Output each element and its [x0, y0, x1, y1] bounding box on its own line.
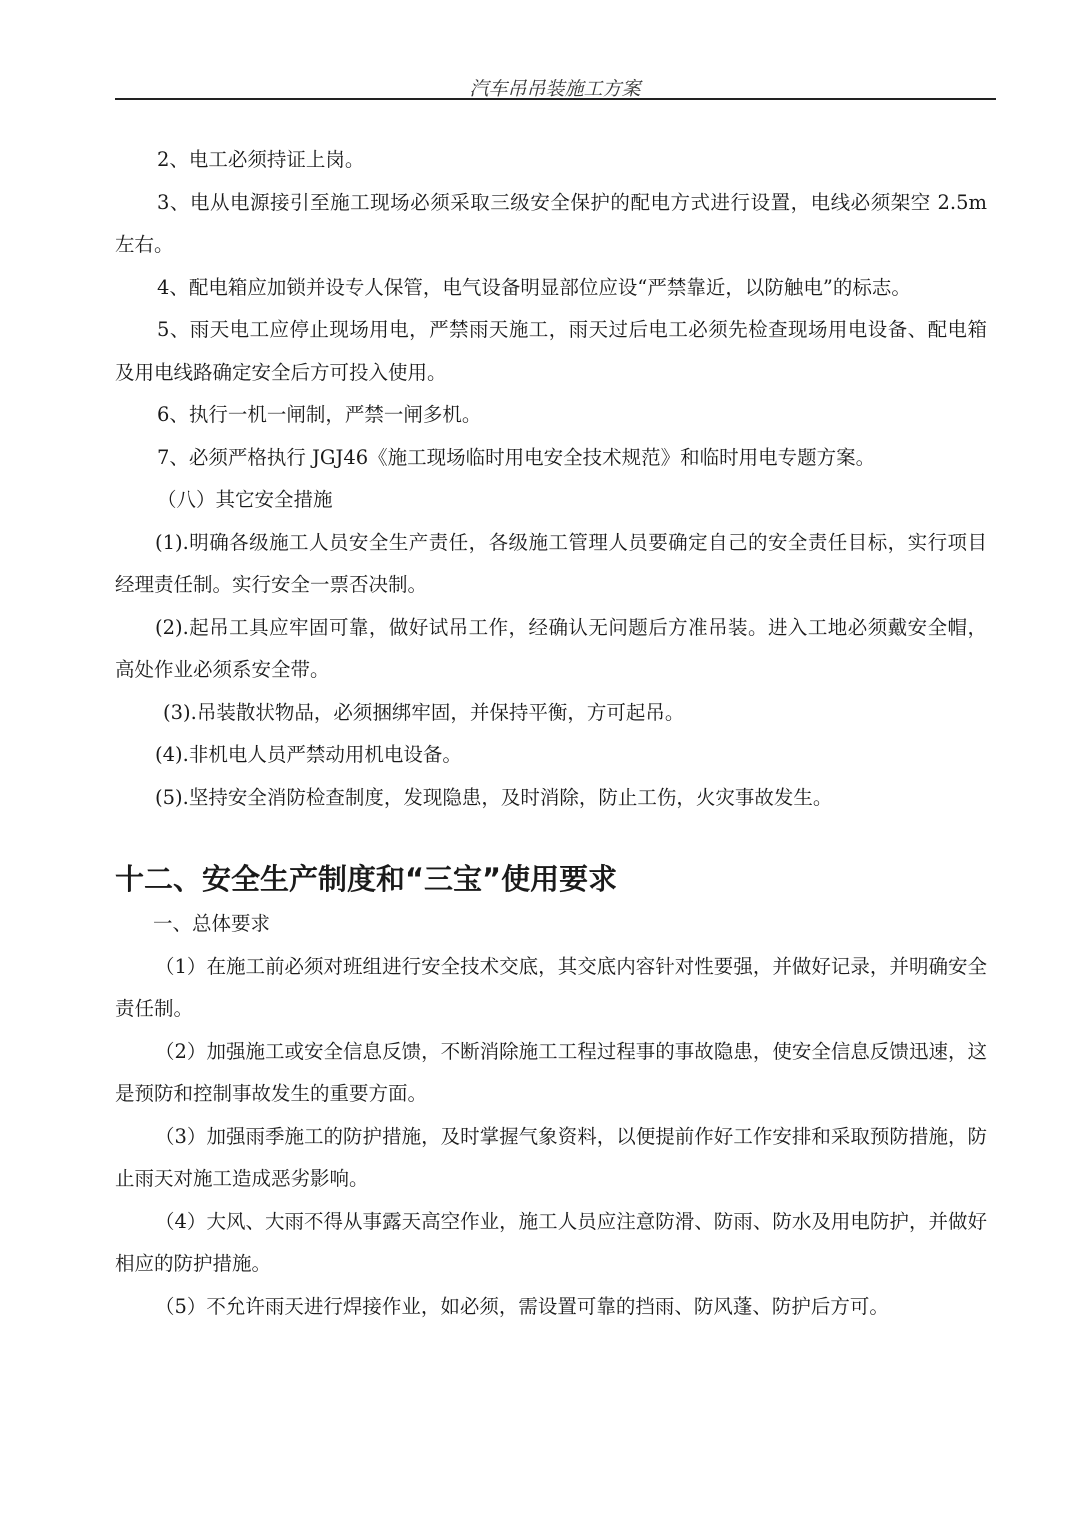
measure-item: (4).非机电人员严禁动用机电设备。 [155, 743, 462, 766]
paragraph: 4、配电箱应加锁并设专人保管，电气设备明显部位应设“严禁靠近，以防触电”的标志。 [157, 275, 911, 299]
requirement-item: （5）不允许雨天进行焊接作业，如必须，需设置可靠的挡雨、防风蓬、防护后方可。 [155, 1294, 889, 1318]
sub-heading: 一、总体要求 [153, 912, 271, 935]
section-heading: 十二、安全生产制度和“三宝”使用要求 [115, 862, 618, 896]
requirement-item: （2）加强施工或安全信息反馈，不断消除施工工程过程事的事故隐患，使安全信息反馈迅速，这是预防和控制事故发生的重要方面。 [115, 1039, 987, 1105]
paragraph: 2、电工必须持证上岗。 [157, 148, 365, 171]
requirement-item: （1）在施工前必须对班组进行安全技术交底，其交底内容针对性要强，并做好记录，并明确安全责任制。 [115, 954, 987, 1020]
paragraph: 7、必须严格执行 JGJ46《施工现场临时用电安全技术规范》和临时用电专题方案。 [157, 445, 876, 469]
measure-item: (3).吊装散状物品，必须捆绑牢固，并保持平衡，方可起吊。 [163, 700, 685, 724]
measure-item: (1).明确各级施工人员安全生产责任，各级施工管理人员要确定自己的安全责任目标，实行项目经理责任制。实行安全一票否决制。 [115, 530, 987, 596]
paragraph: 5、雨天电工应停止现场用电，严禁雨天施工，雨天过后电工必须先检查现场用电设备、配电箱及用电线路确定安全后方可投入使用。 [115, 318, 987, 384]
document-body [115, 139, 987, 1328]
subsection-heading: （八）其它安全措施 [157, 488, 333, 511]
running-header: 汽车吊吊装施工方案 [469, 78, 641, 100]
spacer [115, 819, 987, 859]
paragraph: 3、电从电源接引至施工现场必须采取三级安全保护的配电方式进行设置，电线必须架空 2.5m 左右。 [115, 190, 987, 256]
paragraph: 6、执行一机一闸制，严禁一闸多机。 [157, 403, 482, 426]
measure-item: (2).起吊工具应牢固可靠，做好试吊工作，经确认无问题后方准吊装。进入工地必须戴安全帽，高处作业必须系安全带。 [115, 615, 987, 681]
measure-item: (5).坚持安全消防检查制度，发现隐患，及时消除，防止工伤，火灾事故发生。 [155, 785, 833, 809]
requirement-item: （3）加强雨季施工的防护措施，及时掌握气象资料，以便提前作好工作安排和采取预防措施，防止雨天对施工造成恶劣影响。 [115, 1124, 987, 1190]
requirement-item: （4）大风、大雨不得从事露天高空作业，施工人员应注意防滑、防雨、防水及用电防护，并做好相应的防护措施。 [115, 1209, 987, 1275]
header-rule [115, 98, 996, 100]
